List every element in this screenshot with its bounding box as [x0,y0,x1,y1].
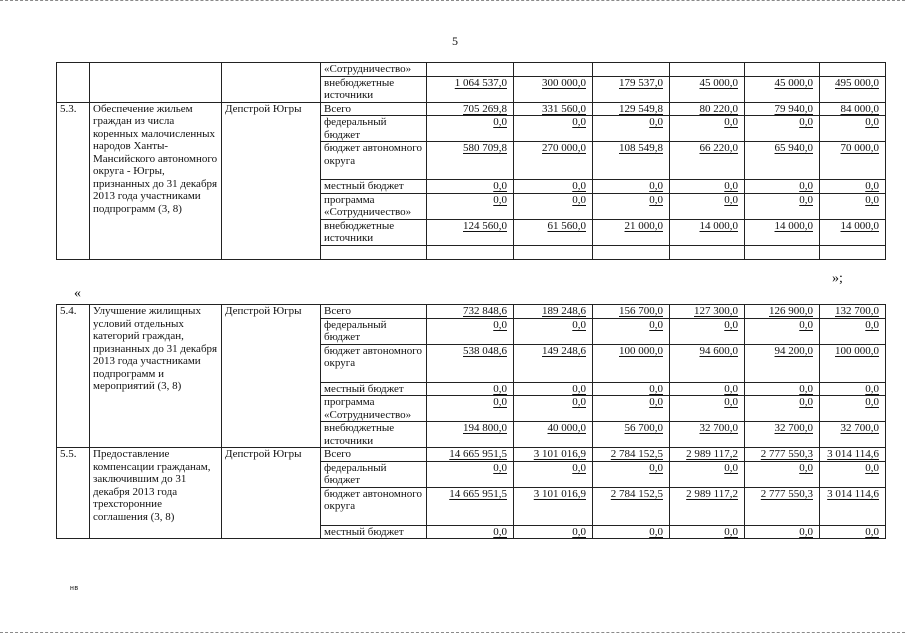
scan-edge-bottom [0,632,905,635]
footer-mark: нв [70,585,79,592]
value-cell: 331 560,0 [514,102,593,116]
scan-edge-top [0,0,905,4]
opening-quote-mark: « [74,286,81,301]
value-cell: 0,0 [514,116,593,142]
value-cell: 14 000,0 [820,219,886,245]
section-executor: Депстрой Югры [222,305,321,448]
value-cell: 0,0 [745,318,820,344]
value-cell: 300 000,0 [514,76,593,102]
executor-cell [222,63,321,103]
value-cell: 14 000,0 [670,219,745,245]
source-label: местный бюджет [321,382,427,396]
value-cell: 0,0 [427,461,514,487]
value-cell: 32 700,0 [670,422,745,448]
value-cell: 0,0 [745,525,820,539]
value-cell: 80 220,0 [670,102,745,116]
value-cell: 3 101 016,9 [514,487,593,525]
value-cell: 189 248,6 [514,305,593,319]
value-cell: 580 709,8 [427,142,514,180]
value-cell: 66 220,0 [670,142,745,180]
source-label: федеральный бюджет [321,116,427,142]
source-label: «Сотрудничество» [321,63,427,77]
value-cell: 0,0 [514,382,593,396]
value-cell: 0,0 [670,180,745,194]
value-cell: 495 000,0 [820,76,886,102]
value-cell: 0,0 [820,116,886,142]
value-cell: 156 700,0 [593,305,670,319]
section-executor: Депстрой Югры [222,102,321,259]
funding-table-lower [56,304,886,539]
source-label: бюджет автономного округа [321,487,427,525]
value-cell: 0,0 [670,525,745,539]
value-cell: 0,0 [593,396,670,422]
value-cell: 100 000,0 [820,344,886,382]
value-cell: 0,0 [427,382,514,396]
blank-cell [745,245,820,259]
source-label: Всего [321,305,427,319]
value-cell: 0,0 [593,461,670,487]
title-cell [90,63,222,103]
section-title: Предоставление компенсации гражданам, заключившим до 31 декабря 2013 года трехсторонние соглашения (3, 8) [90,448,222,539]
value-cell: 0,0 [820,382,886,396]
value-cell: 0,0 [593,193,670,219]
page-number: 5 [452,34,458,48]
section-number: 5.4. [57,305,90,448]
section-number: 5.3. [57,102,90,259]
value-cell: 0,0 [593,116,670,142]
value-cell: 0,0 [820,461,886,487]
value-cell: 0,0 [593,382,670,396]
source-label: программа «Сотрудничество» [321,193,427,219]
source-label: местный бюджет [321,180,427,194]
source-label: внебюджетные источники [321,422,427,448]
value-cell: 14 665 951,5 [427,487,514,525]
value-cell: 2 784 152,5 [593,448,670,462]
value-cell: 3 014 114,6 [820,448,886,462]
blank-cell [321,245,427,259]
value-cell: 0,0 [670,396,745,422]
source-label: бюджет автономного округа [321,344,427,382]
funding-table-upper [56,62,886,260]
value-cell: 194 800,0 [427,422,514,448]
value-cell: 0,0 [670,193,745,219]
value-cell: 0,0 [670,318,745,344]
value-cell [820,63,886,77]
value-cell: 126 900,0 [745,305,820,319]
section-number: 5.5. [57,448,90,539]
value-cell: 0,0 [593,180,670,194]
value-cell: 0,0 [427,116,514,142]
value-cell: 179 537,0 [593,76,670,102]
source-label: местный бюджет [321,525,427,539]
blank-cell [593,245,670,259]
value-cell: 0,0 [670,116,745,142]
value-cell: 0,0 [514,193,593,219]
value-cell: 127 300,0 [670,305,745,319]
table-row [57,102,886,116]
value-cell: 94 600,0 [670,344,745,382]
blank-cell [670,245,745,259]
value-cell: 0,0 [427,525,514,539]
value-cell: 0,0 [514,525,593,539]
value-cell: 129 549,8 [593,102,670,116]
value-cell: 61 560,0 [514,219,593,245]
value-cell: 124 560,0 [427,219,514,245]
value-cell: 65 940,0 [745,142,820,180]
blank-cell [514,245,593,259]
value-cell: 2 784 152,5 [593,487,670,525]
value-cell: 0,0 [820,193,886,219]
value-cell: 32 700,0 [820,422,886,448]
value-cell: 56 700,0 [593,422,670,448]
value-cell: 0,0 [514,180,593,194]
value-cell: 94 200,0 [745,344,820,382]
value-cell: 1 064 537,0 [427,76,514,102]
value-cell: 0,0 [745,396,820,422]
value-cell: 0,0 [820,318,886,344]
value-cell: 0,0 [514,396,593,422]
value-cell [745,63,820,77]
value-cell: 2 989 117,2 [670,448,745,462]
source-label: Всего [321,102,427,116]
value-cell: 0,0 [670,461,745,487]
value-cell: 14 665 951,5 [427,448,514,462]
source-label: внебюджетные источники [321,76,427,102]
value-cell: 0,0 [514,461,593,487]
value-cell: 0,0 [427,396,514,422]
value-cell: 2 777 550,3 [745,448,820,462]
value-cell: 132 700,0 [820,305,886,319]
value-cell: 538 048,6 [427,344,514,382]
value-cell: 0,0 [593,318,670,344]
blank-cell [820,245,886,259]
value-cell: 0,0 [514,318,593,344]
value-cell: 705 269,8 [427,102,514,116]
section-title: Улучшение жилищных условий отдельных категорий граждан, признанных до 31 декабря 2013 года участниками подпрограмм и мероприятий (3, 8) [90,305,222,448]
blank-cell [427,245,514,259]
value-cell: 21 000,0 [593,219,670,245]
value-cell: 3 014 114,6 [820,487,886,525]
value-cell: 0,0 [427,193,514,219]
table-row [57,305,886,319]
source-label: внебюджетные источники [321,219,427,245]
value-cell: 0,0 [745,382,820,396]
table-row [57,448,886,462]
value-cell: 0,0 [745,193,820,219]
value-cell: 70 000,0 [820,142,886,180]
value-cell: 0,0 [820,396,886,422]
value-cell [593,63,670,77]
source-label: бюджет автономного округа [321,142,427,180]
value-cell: 100 000,0 [593,344,670,382]
value-cell: 732 848,6 [427,305,514,319]
source-label: федеральный бюджет [321,461,427,487]
value-cell: 84 000,0 [820,102,886,116]
value-cell: 45 000,0 [745,76,820,102]
value-cell: 0,0 [427,180,514,194]
value-cell: 0,0 [593,525,670,539]
value-cell [514,63,593,77]
value-cell: 108 549,8 [593,142,670,180]
value-cell: 0,0 [745,461,820,487]
source-label: Всего [321,448,427,462]
value-cell: 14 000,0 [745,219,820,245]
source-label: программа «Сотрудничество» [321,396,427,422]
value-cell: 2 989 117,2 [670,487,745,525]
table-row [57,63,886,77]
value-cell: 149 248,6 [514,344,593,382]
source-label: федеральный бюджет [321,318,427,344]
value-cell: 0,0 [820,180,886,194]
value-cell: 32 700,0 [745,422,820,448]
section-title: Обеспечение жильем граждан из числа коренных малочисленных народов Ханты-Мансийского автономного округа - Югры, признанных до 31 декабря 2013 года участниками подпрограмм (3, 8) [90,102,222,259]
value-cell: 40 000,0 [514,422,593,448]
value-cell [670,63,745,77]
value-cell: 45 000,0 [670,76,745,102]
value-cell: 270 000,0 [514,142,593,180]
value-cell: 0,0 [670,382,745,396]
value-cell: 3 101 016,9 [514,448,593,462]
value-cell: 0,0 [820,525,886,539]
value-cell: 2 777 550,3 [745,487,820,525]
value-cell [427,63,514,77]
number-cell [57,63,90,103]
section-executor: Депстрой Югры [222,448,321,539]
value-cell: 0,0 [745,116,820,142]
value-cell: 79 940,0 [745,102,820,116]
value-cell: 0,0 [745,180,820,194]
value-cell: 0,0 [427,318,514,344]
closing-quote-mark: »; [832,271,843,286]
